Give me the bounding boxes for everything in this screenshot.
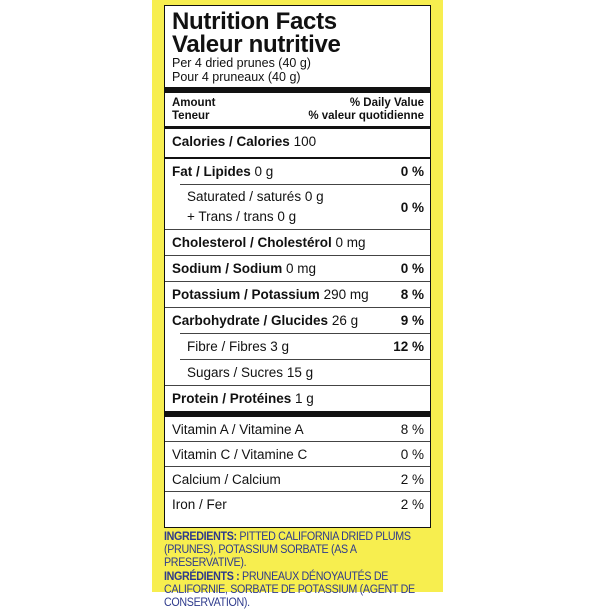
carbohydrate-label: Carbohydrate / Glucides xyxy=(172,313,329,328)
ingredients-english-text: PITTED CALIFORNIA DRIED PLUMS (PRUNES), POTASSIUM SORBATE (AS A PRESERVATIVE). xyxy=(164,531,411,570)
iron-label: Iron / Fer xyxy=(172,496,227,512)
fat-label: Fat / Lipides xyxy=(172,164,251,179)
calcium-row xyxy=(172,467,424,491)
potassium-label: Potassium / Potassium xyxy=(172,287,320,302)
iron-row xyxy=(172,492,424,516)
sodium-row xyxy=(172,256,424,281)
ingredients-english-heading: INGREDIENTS: xyxy=(164,531,237,543)
calcium-label: Calcium / Calcium xyxy=(172,471,281,487)
ingredients-french-text: PRUNEAUX DÉNOYAUTÉS DE CALIFORNIE, SORBATE DE POTASSIUM (AGENT DE CONSERVATION). xyxy=(164,570,415,610)
trans-label: + Trans / trans 0 g xyxy=(187,209,297,224)
daily-value-header-english: % Daily Value xyxy=(349,97,424,109)
vitamin-a-daily-value: 8 % xyxy=(400,421,424,437)
protein-row xyxy=(172,386,424,411)
saturated-trans-daily-value: 0 % xyxy=(400,199,424,215)
title-english: Nutrition Facts xyxy=(172,8,337,35)
cholesterol-row xyxy=(172,230,424,255)
cholesterol-label: Cholesterol / Cholestérol xyxy=(172,235,332,250)
carbohydrate-daily-value: 9 % xyxy=(400,313,424,328)
nutrition-facts-panel xyxy=(164,5,431,528)
fat-daily-value: 0 % xyxy=(400,164,424,179)
protein-label: Protein / Protéines xyxy=(172,391,292,406)
ingredients-french xyxy=(164,571,434,610)
fibre-daily-value: 12 % xyxy=(393,339,424,354)
potassium-row xyxy=(172,282,424,307)
vitamin-a-row xyxy=(172,417,424,441)
sugars-row xyxy=(172,360,424,385)
ingredients-english xyxy=(164,531,434,571)
sodium-label: Sodium / Sodium xyxy=(172,261,283,276)
fibre-value: 3 g xyxy=(270,339,290,354)
calories-value: 100 xyxy=(293,134,317,149)
protein-value: 1 g xyxy=(295,391,314,406)
fat-row xyxy=(172,159,424,184)
column-header xyxy=(172,93,424,123)
carbohydrate-value: 26 g xyxy=(331,313,359,328)
potassium-daily-value: 8 % xyxy=(400,287,424,302)
calories-label: Calories / Calories xyxy=(172,134,290,149)
serving-size-english: Per 4 dried prunes (40 g) xyxy=(172,56,311,70)
fibre-label: Fibre / Fibres xyxy=(187,339,267,354)
fibre-row xyxy=(172,334,424,359)
calcium-daily-value: 2 % xyxy=(400,471,424,487)
carbohydrate-row xyxy=(172,308,424,333)
amount-header-french: Teneur xyxy=(172,110,210,122)
amount-header-english: Amount xyxy=(172,97,216,109)
potassium-value: 290 mg xyxy=(323,287,369,302)
vitamin-c-daily-value: 0 % xyxy=(400,446,424,462)
vitamin-a-label: Vitamin A / Vitamine A xyxy=(172,421,304,437)
sugars-label: Sugars / Sucres xyxy=(187,365,284,380)
title-french: Valeur nutritive xyxy=(172,31,341,58)
cholesterol-value: 0 mg xyxy=(335,235,366,250)
sugars-value: 15 g xyxy=(286,365,314,380)
sodium-daily-value: 0 % xyxy=(400,261,424,276)
daily-value-header-french: % valeur quotidienne xyxy=(308,110,424,122)
vitamin-c-label: Vitamin C / Vitamine C xyxy=(172,446,308,462)
vitamin-c-row xyxy=(172,442,424,466)
fat-value: 0 g xyxy=(254,164,274,179)
iron-daily-value: 2 % xyxy=(400,496,424,512)
sodium-value: 0 mg xyxy=(286,261,317,276)
ingredients-french-heading: INGRÉDIENTS : xyxy=(164,570,240,583)
calories-row xyxy=(172,129,424,154)
saturated-trans-row xyxy=(172,185,424,229)
ingredients-block xyxy=(164,531,434,610)
serving-size-french: Pour 4 pruneaux (40 g) xyxy=(172,70,301,84)
saturated-label: Saturated / saturés 0 g xyxy=(187,189,324,204)
